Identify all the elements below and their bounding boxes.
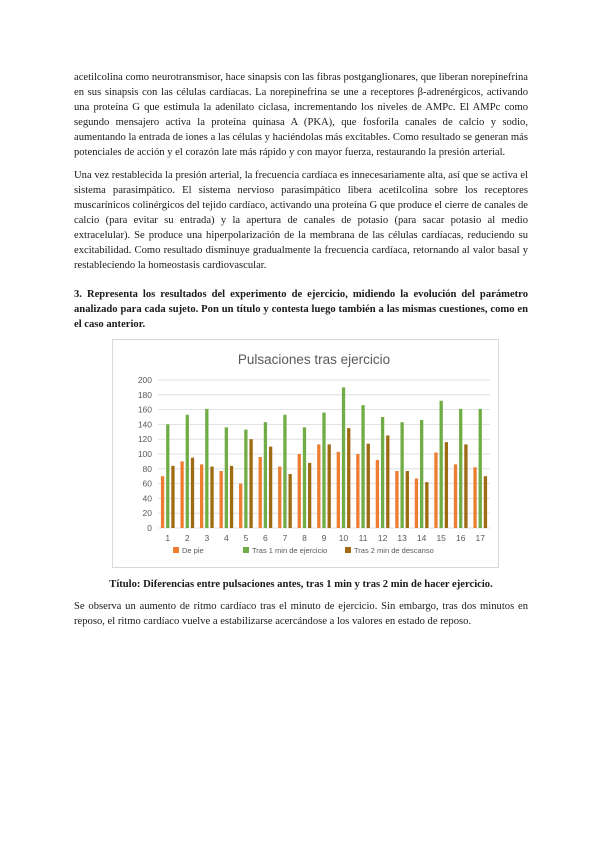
conclusion-paragraph: Se observa un aumento de ritmo cardíaco tras el minuto de ejercicio. Sin embargo, tras dos minutos en reposo, el ritmo cardíaco vuelve a estabilizarse acercándose a los valores en estado de reposo. — [74, 600, 528, 627]
bar-tras-2-min — [269, 446, 272, 527]
bar-tras-1-min — [400, 422, 403, 528]
x-tick-label: 14 — [416, 532, 427, 543]
bar-tras-1-min — [479, 408, 482, 527]
bar-de-pie — [415, 478, 418, 528]
bar-de-pie — [454, 464, 457, 528]
bar-tras-1-min — [440, 400, 443, 527]
bar-de-pie — [356, 454, 359, 528]
y-tick-label: 160 — [137, 404, 152, 415]
bar-tras-1-min — [459, 408, 462, 527]
x-tick-label: 2 — [184, 532, 190, 543]
bar-tras-2-min — [425, 482, 428, 528]
y-tick-label: 200 — [137, 374, 152, 385]
bar-de-pie — [239, 483, 242, 527]
bar-de-pie — [259, 456, 262, 527]
bar-tras-1-min — [205, 408, 208, 527]
bar-tras-2-min — [249, 439, 252, 528]
x-tick-label: 7 — [282, 532, 288, 543]
bar-tras-2-min — [288, 473, 291, 527]
bar-de-pie — [200, 464, 203, 528]
bar-de-pie — [220, 471, 223, 528]
bar-tras-2-min — [347, 428, 350, 528]
pulse-chart — [112, 339, 499, 568]
bar-tras-2-min — [464, 444, 467, 528]
bar-tras-2-min — [230, 465, 233, 527]
bar-tras-2-min — [171, 465, 174, 527]
bar-tras-2-min — [308, 462, 311, 527]
bar-tras-2-min — [484, 476, 487, 528]
x-tick-label: 16 — [455, 532, 466, 543]
bar-tras-2-min — [191, 457, 194, 527]
y-tick-label: 140 — [137, 418, 152, 429]
y-tick-label: 40 — [142, 492, 152, 503]
bar-tras-1-min — [283, 414, 286, 527]
question-3: 3. Representa los resultados del experimento de ejercicio, midiendo la evolución del parámetro analizado para cada sujeto. Pon un título y contesta luego también a las mismas cuestiones, como en el caso anterior. — [74, 289, 528, 331]
bar-tras-1-min — [342, 387, 345, 528]
bar-tras-1-min — [361, 405, 364, 528]
bar-tras-1-min — [420, 419, 423, 527]
bar-de-pie — [376, 459, 379, 527]
legend-label: Tras 1 min de ejercicio — [252, 545, 328, 555]
bar-tras-2-min — [386, 435, 389, 528]
bar-de-pie — [180, 461, 183, 528]
legend-swatch — [345, 547, 351, 553]
chart-title: Pulsaciones tras ejercicio — [237, 351, 391, 367]
y-tick-label: 100 — [137, 448, 152, 459]
bar-tras-1-min — [225, 427, 228, 528]
bar-tras-1-min — [166, 424, 169, 528]
y-tick-label: 120 — [137, 433, 152, 444]
bar-tras-2-min — [328, 444, 331, 528]
bar-de-pie — [395, 471, 398, 528]
legend-label: De pie — [182, 545, 204, 555]
x-tick-label: 10 — [338, 532, 349, 543]
bar-de-pie — [298, 454, 301, 528]
bar-tras-1-min — [264, 422, 267, 528]
x-tick-label: 4 — [223, 532, 229, 543]
bar-de-pie — [337, 451, 340, 527]
bar-tras-1-min — [244, 429, 247, 527]
paragraph-parasympathetic: Una vez restablecida la presión arterial, la frecuencia cardíaca es innecesariamente alta, así que se activa el sistema parasimpático. El sistema nervioso parasimpático libera acetilcolina sobre los receptores muscarínicos colinérgicos del tejido cardíaco, activando una proteína G que produce el cierre de canales de calcio (para evitar su entrada) y la apertura de canales de potasio (para sacar potasio al medio extracelular). Se produce una hiperpolarización de la membrana de las células cardíacas, reduciendo su excitabilidad. Como resultado disminuye gradualmente la frecuencia cardíaca, retornando al valor basal y restableciendo la homeostasis cardiovascular. — [74, 169, 528, 272]
bar-de-pie — [161, 476, 164, 528]
x-tick-label: 13 — [397, 532, 407, 543]
bar-tras-2-min — [406, 471, 409, 528]
bar-tras-2-min — [367, 443, 370, 527]
x-tick-label: 11 — [358, 532, 368, 543]
pulse-chart-svg — [113, 340, 498, 567]
bar-tras-2-min — [210, 466, 213, 527]
y-tick-label: 60 — [142, 478, 152, 489]
bar-de-pie — [317, 444, 320, 528]
bar-tras-1-min — [303, 427, 306, 528]
y-tick-label: 20 — [142, 507, 152, 518]
bar-de-pie — [434, 452, 437, 527]
paragraph-sympathetic: acetilcolina como neurotransmisor, hace sinapsis con las fibras postganglionares, que liberan norepinefrina en sus sinapsis con las células cardíacas. La norepinefrina se une a receptores β-adrenérgicos, activando una proteína G que estimula la adenilato ciclasa, incrementando los niveles de AMPc. El AMPc como segundo mensajero activa la proteína quinasa A (PKA), que fosforila canales de calcio y sodio, aumentando la entrada de iones a las células y haciéndolas más excitables. Como resultado se generan más potenciales de acción y el corazón late más rápido y con mayor fuerza, restaurando la presión arterial. — [74, 72, 528, 159]
x-tick-label: 5 — [243, 532, 249, 543]
x-tick-label: 17 — [475, 532, 485, 543]
x-tick-label: 8 — [302, 532, 307, 543]
legend-swatch — [243, 547, 249, 553]
y-tick-label: 180 — [137, 389, 152, 400]
bar-tras-1-min — [322, 412, 325, 527]
x-tick-label: 9 — [321, 532, 327, 543]
x-tick-label: 6 — [263, 532, 268, 543]
bar-tras-1-min — [381, 417, 384, 528]
y-tick-label: 80 — [142, 463, 152, 474]
figure-caption: Título: Diferencias entre pulsaciones antes, tras 1 min y tras 2 min de hacer ejercicio. — [109, 578, 493, 590]
document-page — [74, 70, 528, 636]
x-tick-label: 15 — [436, 532, 446, 543]
bar-de-pie — [473, 467, 476, 528]
legend-label: Tras 2 min de descanso — [354, 545, 434, 555]
bar-tras-1-min — [186, 414, 189, 527]
x-tick-label: 12 — [377, 532, 388, 543]
x-tick-label: 1 — [165, 532, 171, 543]
legend-swatch — [173, 547, 179, 553]
bar-de-pie — [278, 466, 281, 527]
y-tick-label: 0 — [147, 522, 152, 533]
x-tick-label: 3 — [204, 532, 210, 543]
bar-tras-2-min — [445, 442, 448, 528]
